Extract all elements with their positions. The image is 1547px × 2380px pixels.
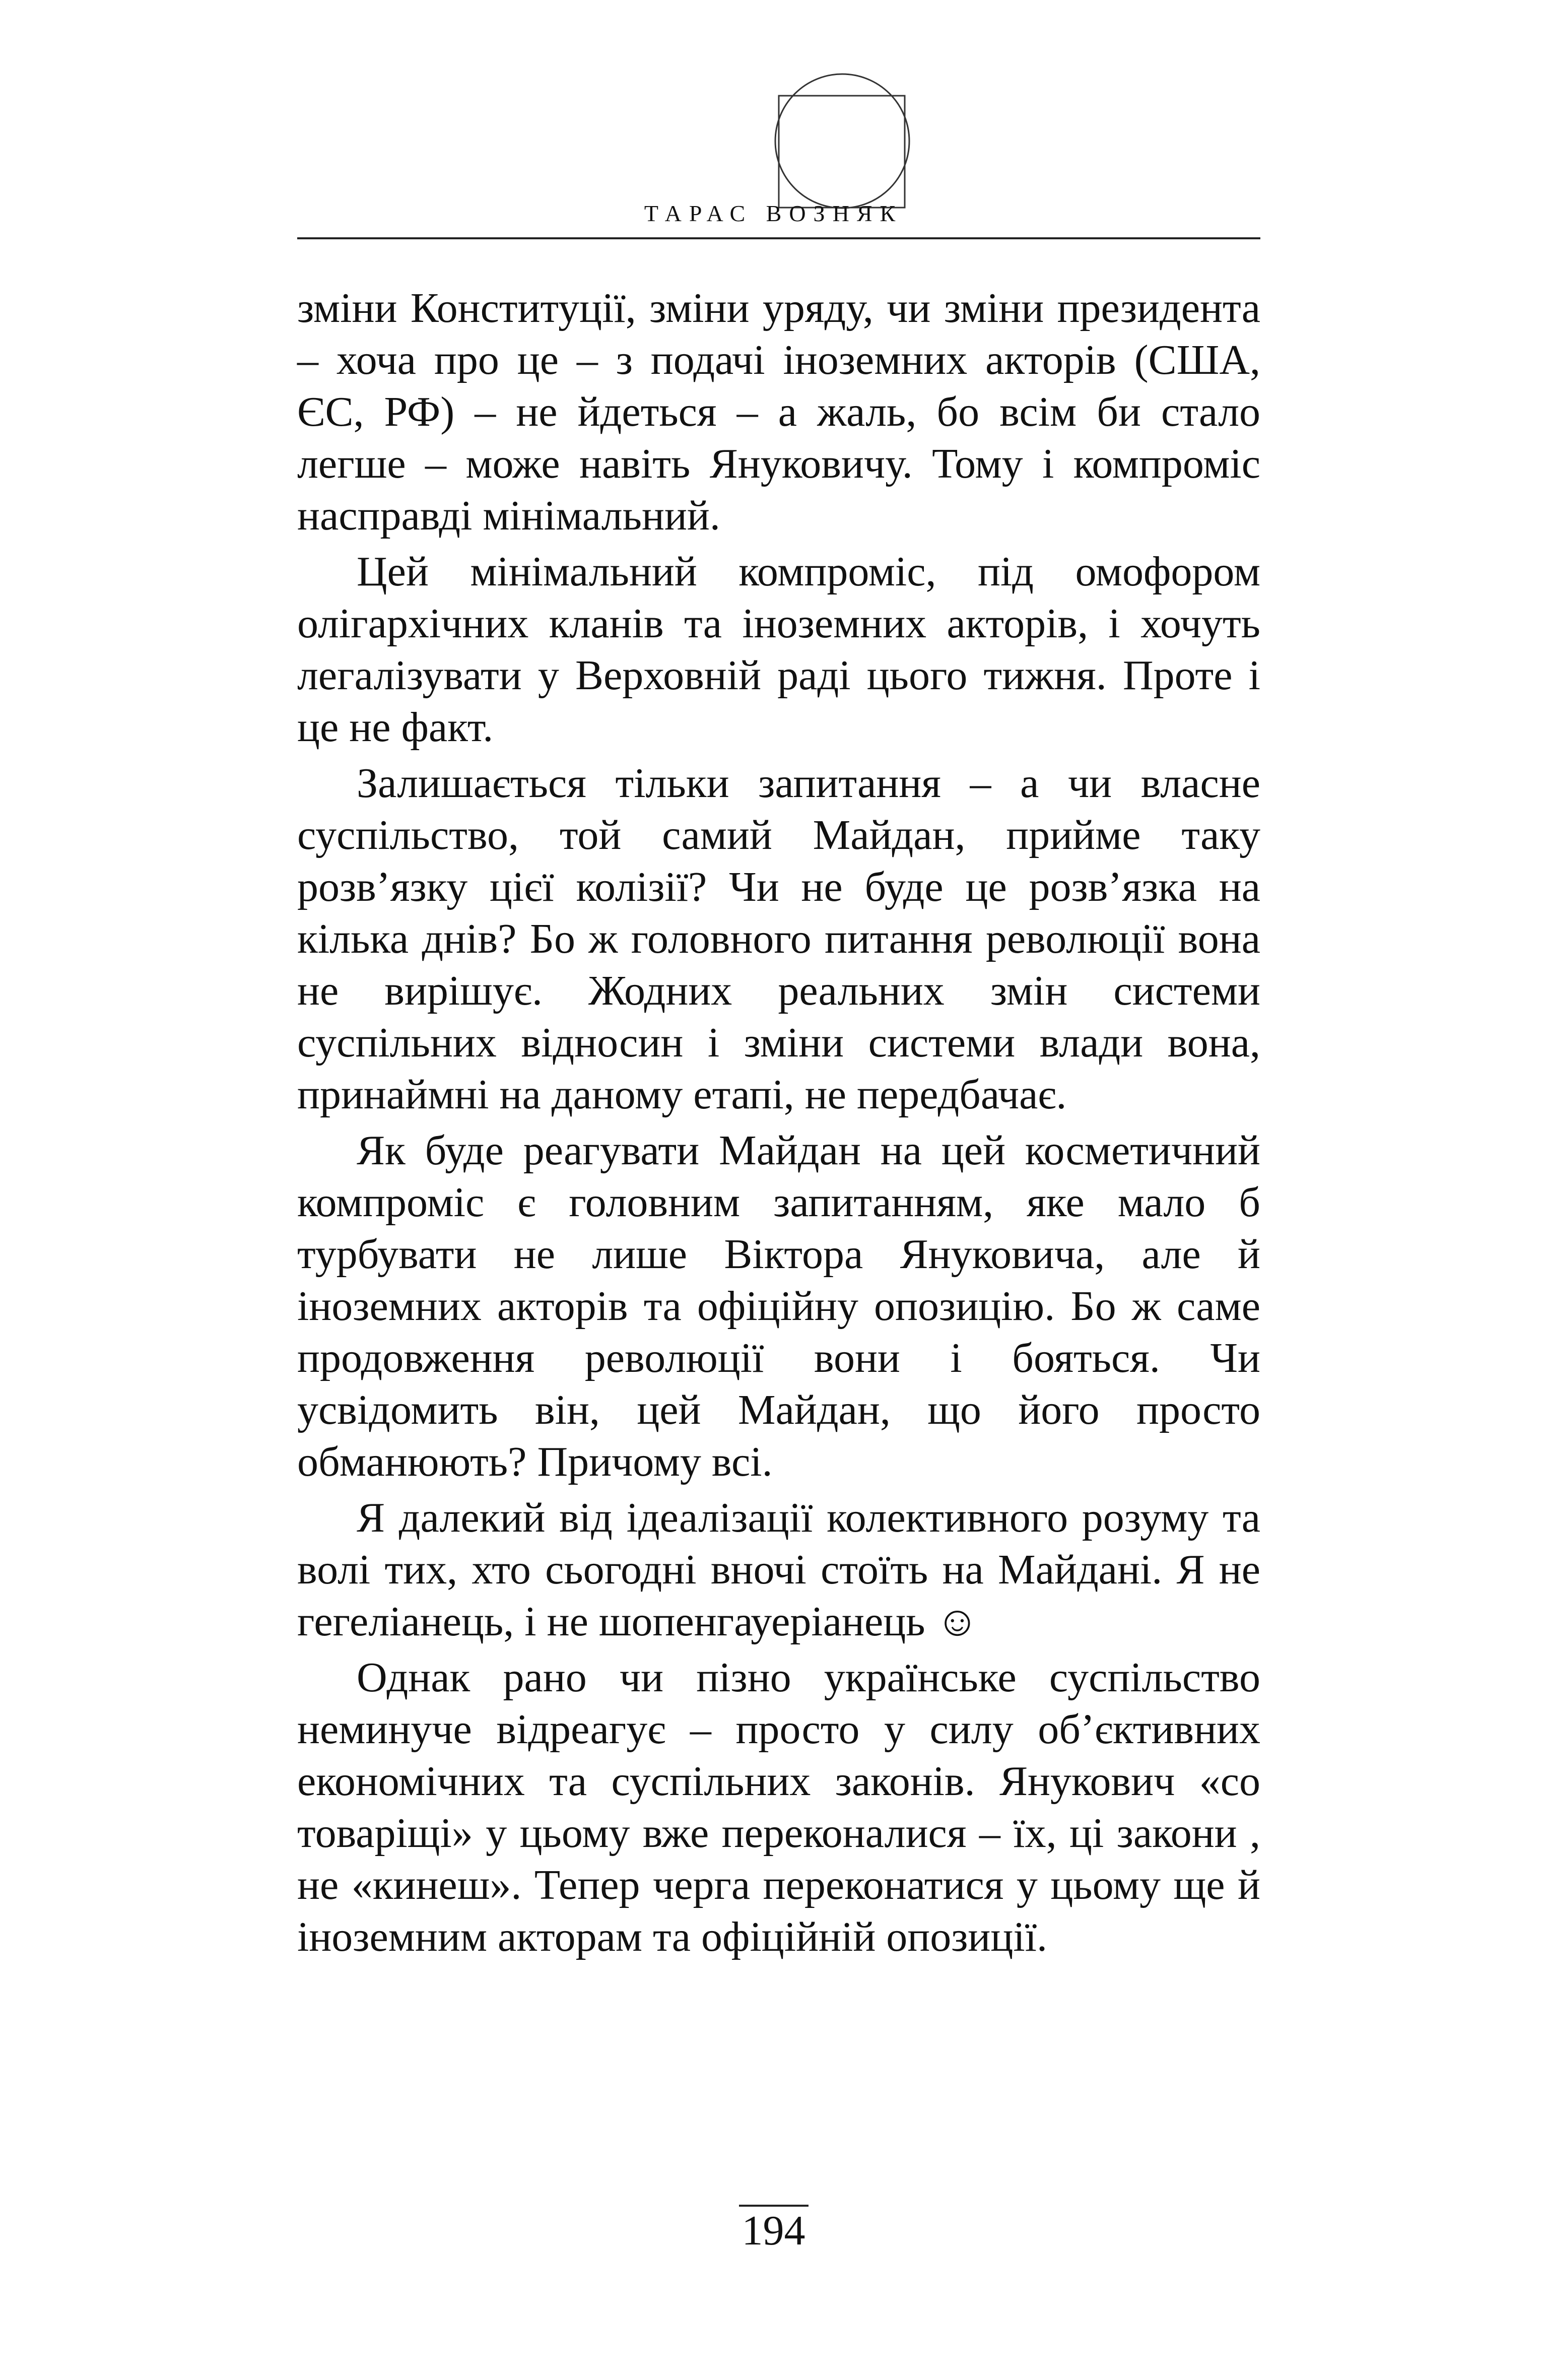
paragraph-6: Однак рано чи пізно українське суспільство неминуче відреагує – просто у силу об’єктивних економічних та суспільних законів. Янукович «со товаріщі» у цьому вже переконалися – їх, ці закони , не «кинеш». Тепер черга переконатися у цьому ще й іноземним акторам та офіційній опозиції. — [297, 1654, 1260, 1960]
publisher-logo-icon — [772, 71, 913, 212]
running-header-author: ТАРАС ВОЗНЯК — [644, 201, 903, 226]
page-number: 194 — [739, 2205, 809, 2255]
header-rule — [297, 237, 1260, 239]
paragraph-3: Залишається тільки запитання – а чи власне суспільство, той самий Майдан, прийме таку розв’язку цієї колізії? Чи не буде це розв’язка на кілька днів? Бо ж головного питання революції вона не вирішує. Жодних реальних змін системи суспільних відносин і зміни системи влади вона, принаймні на даному етапі, не передбачає. — [297, 760, 1260, 1118]
body-text — [297, 282, 1260, 1963]
paragraph-1: зміни Конституції, зміни уряду, чи зміни президента – хоча про це – з подачі іноземних акторів (США, ЄС, РФ) – не йдеться – а жаль, бо всім би стало легше – може навіть Януковичу. Тому і компроміс насправді мінімальний. — [297, 285, 1260, 539]
paragraph-4: Як буде реагувати Майдан на цей косметичний компроміс є головним запитанням, яке мало б турбувати не лише Віктора Януковича, але й іноземних акторів та офіційну опозицію. Бо ж саме продовження революції вони і бояться. Чи усвідомить він, цей Майдан, що його просто обманюють? Причому всі. — [297, 1127, 1260, 1485]
paragraph-2: Цей мінімальний компроміс, під омофором олігархічних кланів та іноземних акторів, і хочуть легалізувати у Верховній раді цього тижня. Проте і це не факт. — [297, 548, 1260, 751]
page-number-block — [0, 2205, 1547, 2256]
paragraph-5: Я далекий від ідеалізації колективного розуму та волі тих, хто сьогодні вночі стоїть на Майдані. Я не гегеліанець, і не шопенгауеріанець ☺ — [297, 1494, 1260, 1645]
